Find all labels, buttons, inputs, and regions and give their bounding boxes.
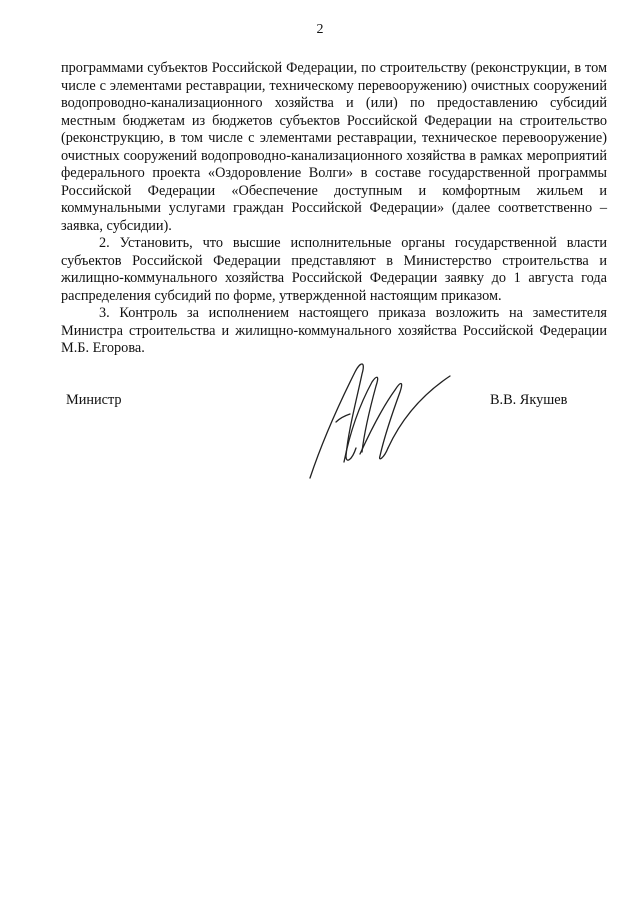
signatory-name: В.В. Якушев bbox=[490, 392, 568, 408]
paragraph-item-2: 2. Установить, что высшие исполнительные органы государственной власти субъектов Российской Федерации представляют в Министерство строительства и жилищно-коммунального хозяйства Российской Федерации заявку до 1 августа года распределения субсидий по форме, утвержденной настоящим приказом. bbox=[61, 235, 607, 304]
signatory-title: Министр bbox=[66, 392, 122, 408]
paragraph-continuation: программами субъектов Российской Федерации, по строительству (реконструкции, в том числе с элементами реставрации, техническому перевооружению) очистных сооружений водопроводно-канализационного хозяйства и (или) по предоставлению субсидий местным бюджетам из бюджетов субъектов Российской Федерации на строительство (реконструкцию, в том числе с элементами реставрации, техническое перевооружение) очистных сооружений водопроводно-канализационного хозяйства в рамках мероприятий федерального проекта «Оздоровление Волги» в составе государственной программы Российской Федерации «Обеспечение доступным и комфортным жильем и коммунальными услугами граждан Российской Федерации» (далее соответственно – заявка, субсидии). bbox=[61, 60, 607, 234]
page-number: 2 bbox=[316, 22, 324, 37]
document-body bbox=[61, 60, 607, 358]
paragraph-item-3: 3. Контроль за исполнением настоящего приказа возложить на заместителя Министра строительства и жилищно-коммунального хозяйства Российской Федерации М.Б. Егорова. bbox=[61, 305, 607, 356]
handwritten-signature bbox=[300, 352, 460, 482]
